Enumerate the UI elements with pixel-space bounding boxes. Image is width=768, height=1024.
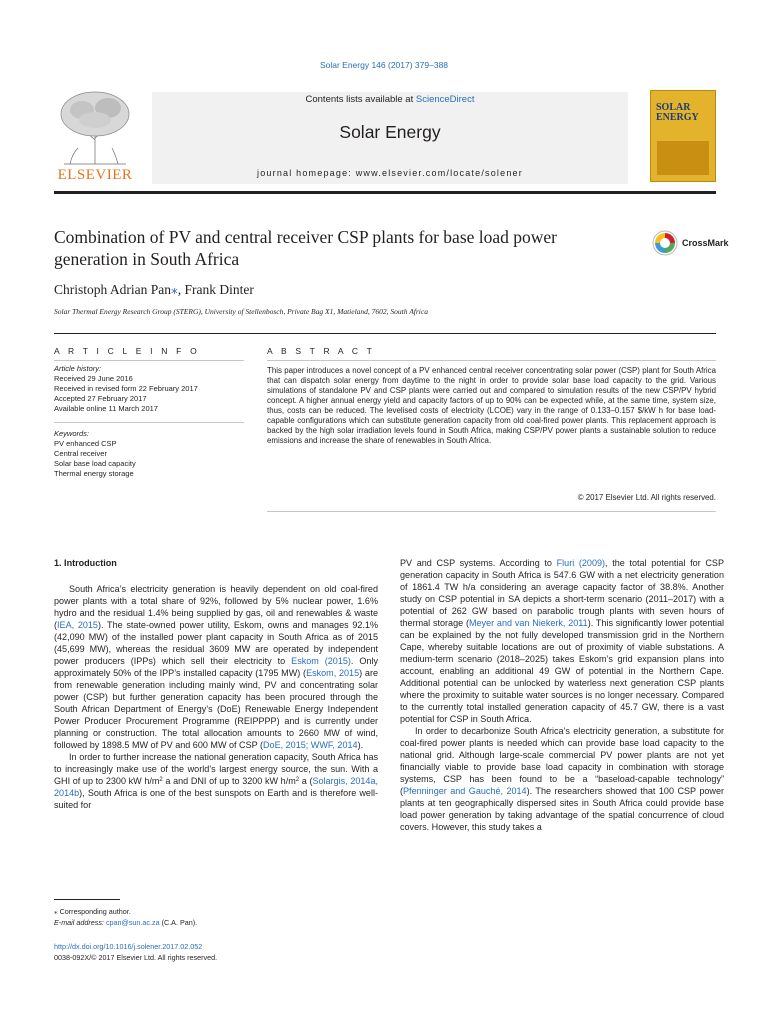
author-rest[interactable]: , Frank Dinter <box>177 282 254 297</box>
citation-link[interactable]: Solargis, 2014a, 2014b <box>54 776 378 798</box>
history-label: Article history: <box>54 364 102 373</box>
journal-homepage <box>152 168 628 178</box>
abstract-copyright: © 2017 Elsevier Ltd. All rights reserved. <box>577 493 716 502</box>
footnote-mark: ⁎ <box>54 907 58 916</box>
abstract-rule <box>267 360 716 361</box>
citation-link[interactable]: Fluri (2009) <box>556 558 606 568</box>
footnote-text: Corresponding author. <box>57 907 131 916</box>
paragraph <box>54 583 378 751</box>
footnote-line <box>54 906 378 917</box>
elsevier-wordmark: ELSEVIER <box>57 167 133 183</box>
keyword-item[interactable]: Solar base load capacity <box>54 459 136 468</box>
keywords-label: Keywords: <box>54 429 90 438</box>
sciencedirect-link[interactable]: ScienceDirect <box>415 94 475 105</box>
citation-link[interactable]: Meyer and van Niekerk, 2011 <box>468 618 588 628</box>
author-affiliation: Solar Thermal Energy Research Group (STERG), University of Stellenbosch, Private Bag X1, Matieland, 7602, South Africa <box>54 307 428 316</box>
masthead-rule <box>54 191 716 194</box>
corresponding-author-mark[interactable]: ⁎ <box>171 282 178 297</box>
text-run: South Africa’s electricity generation is heavily dependent on old coal-fired power plants with a total share of 92%, followed by 5% nuclear power, 1.6% hydro and the residual 1.4% being supplied by gas, oil and renewables & waste ( <box>54 584 378 630</box>
keywords-rule <box>54 422 244 423</box>
superscript: 2 <box>295 777 300 783</box>
citation-link[interactable]: Eskom (2015) <box>291 656 351 666</box>
body-column-left <box>54 557 378 811</box>
paragraph <box>54 751 378 811</box>
journal-citation[interactable]: Solar Energy 146 (2017) 379–388 <box>319 60 449 70</box>
text-run: ). <box>357 740 364 750</box>
abstract-heading: A B S T R A C T <box>267 346 376 356</box>
cover-title-line2: ENERGY <box>656 112 699 123</box>
history-item: Available online 11 March 2017 <box>54 404 158 413</box>
crossmark-icon <box>652 230 678 256</box>
citation-link[interactable]: IEA, 2015 <box>57 620 98 630</box>
text-run: In order to decarbonize South Africa’s electricity generation, a substitute for coal-fired power plants is needed which can provide base load capacity to the national grid. Although large-scale commercial PV power plants are not yet financially viable to provide base load capacity in combination with storage systems, CSP has been found to be a “baseload-capable technology” ( <box>400 726 724 796</box>
text-run: PV and CSP systems. According to <box>400 558 557 568</box>
history-item: Accepted 27 February 2017 <box>54 394 147 403</box>
citation-link[interactable]: Eskom, 2015 <box>306 668 360 678</box>
doi-block <box>54 941 217 963</box>
text-run: ) are from renewable generation including mainly wind, PV and concentrating solar power (CSP) but further generation capacity has been procured through the South African Department of Energy’s (DoE) Renewable Energy Independent Power Producer Procurement Programme (REIPPPP) and is currently under planning or construction. The total allocation amounts to 2660 MW of wind, followed by 1898.5 MW of PV and 600 MW of CSP ( <box>54 668 378 750</box>
text-run: In order to further increase the national generation capacity, South Africa has to increasingly make use of the world’s largest energy source, the sun. With a GHI of up to 2300 kW h/m <box>54 752 378 786</box>
text-run: . Only approximately 50% of the IPP’s installed capacity (1795 MW) ( <box>54 656 378 678</box>
citation-link[interactable]: Pfenninger and Gauché, 2014 <box>403 786 527 796</box>
author-first[interactable]: Christoph Adrian Pan <box>54 282 171 297</box>
body-column-right <box>400 557 724 833</box>
article-title: Combination of PV and central receiver CSP plants for base load power generation in South Africa <box>54 227 558 269</box>
abstract-text: This paper introduces a novel concept of a PV enhanced central receiver concentrating solar power (CSP) plant for South Africa that can dispatch solar energy from daytime to the night in order to provide solar base load capacity to the grid. Various simulations of standalone PV and CSP plants were carried out and compared to simulation results of the new CSP/PV hybrid concept. A higher annual energy yield and capacity factors of up to 90% can be expected while, at the same time, system size, thus, costs can be reduced. The levelised costs of electricity (LCOE) vary in the range of 0.133–0.157 $/kW h for base load-capable configurations which can substitute generation capacity from old coal-fired power plants. This replacement approach is backed by the high solar irradiation levels found in South Africa, making CSP/PV power plants a sustainable solution to reduce emissions and increase the share of renewables in South Africa. <box>267 366 716 445</box>
citation-link[interactable]: DoE, 2015; WWF, 2014 <box>263 740 358 750</box>
masthead-center <box>152 92 628 184</box>
divider-top <box>54 333 716 334</box>
paragraph <box>400 725 724 833</box>
cover-image <box>657 141 709 175</box>
article-info <box>54 364 244 479</box>
footnote-email-line <box>54 917 378 928</box>
text-run: ). The state-owned power utility, Eskom, owns and manages 92.1% (42,090 MW) of the installed power plant capacity in South Africa as of 2015 (45,699 MW), whereas the residual 3609 MW are operated by independent power producers (IPPs) which sell their electricity to <box>54 620 378 666</box>
elsevier-tree-icon <box>54 88 136 166</box>
email-label: E-mail address: <box>54 918 106 927</box>
doi-link[interactable]: http://dx.doi.org/10.1016/j.solener.2017.02.052 <box>54 942 203 951</box>
superscript: 2 <box>159 777 163 783</box>
text-run: a and DNI of up to 3200 kW h/m <box>162 776 296 786</box>
author-list <box>54 282 254 298</box>
text-run: a ( <box>299 776 313 786</box>
history-item: Received 29 June 2016 <box>54 374 133 383</box>
homepage-prefix: journal homepage: <box>257 168 356 178</box>
contents-line <box>152 94 628 105</box>
keyword-item[interactable]: PV enhanced CSP <box>54 439 117 448</box>
text-run: ). This significantly lower potential can be explained by the not fully developed transmission grid in the Northern Cape, whereby suitable locations are out of proximity of viable substations. A medium-term scenario (2018–2025) takes Eskom’s grid expansion plans into account, enabling an additional 49 GW of potential in the Northern Cape. Additional potential can be unlocked by waterless next generation CSP plants where the proximity to suitable water sources is no longer necessary. Compared to the currently total installed generation capacity of 45.7 GW, there is a vast potential for CSP in South Africa. <box>400 618 724 724</box>
journal-cover-thumbnail[interactable] <box>650 90 716 182</box>
issn-copyright: 0038-092X/© 2017 Elsevier Ltd. All rights reserved. <box>54 953 218 962</box>
article-info-rule <box>54 360 244 361</box>
section-title: 1. Introduction <box>54 558 117 568</box>
keyword-item[interactable]: Thermal energy storage <box>54 469 134 478</box>
corresponding-author-footnote <box>54 906 378 928</box>
cover-title <box>656 103 699 123</box>
crossmark-label: CrossMark <box>682 238 729 248</box>
journal-title: Solar Energy <box>339 122 441 142</box>
email-link[interactable]: cpan@sun.ac.za <box>105 918 160 927</box>
history-item: Received in revised form 22 February 2017 <box>54 384 198 393</box>
text-run: , the total potential for CSP generation capacity in South Africa is 547.6 GW with a net electricity generation of 1861.4 TW h/a considering an average capacity factor of 38.8%. Another study on CSP potential in SA depicts a short-term scenario (2011–2017) with a potential of 262 GW based on parabolic trough plants with seven hours of thermal storage ( <box>400 558 724 628</box>
keyword-item[interactable]: Central receiver <box>54 449 107 458</box>
email-suffix: (C.A. Pan). <box>159 918 198 927</box>
text-run: ). The researchers showed that 100 CSP power plants at ten geographically dispersed sites in South Africa could provide base load power generation by taking advantage of the spatial concurrence of cloud covers. However, this study takes a <box>400 786 724 832</box>
text-run: ), South Africa is one of the best sunspots on Earth and is therefore well-suited for <box>54 788 378 810</box>
cover-title-line1: SOLAR <box>656 102 691 113</box>
elsevier-logo[interactable] <box>54 88 136 184</box>
journal-masthead <box>54 88 716 184</box>
footnote-rule <box>54 899 120 900</box>
contents-prefix: Contents lists available at <box>305 94 416 105</box>
article-info-heading: A R T I C L E I N F O <box>54 346 200 356</box>
abstract-bottom-rule <box>267 511 716 512</box>
crossmark-badge[interactable] <box>652 230 732 256</box>
homepage-link[interactable]: www.elsevier.com/locate/solener <box>355 168 523 178</box>
paragraph <box>400 557 724 725</box>
